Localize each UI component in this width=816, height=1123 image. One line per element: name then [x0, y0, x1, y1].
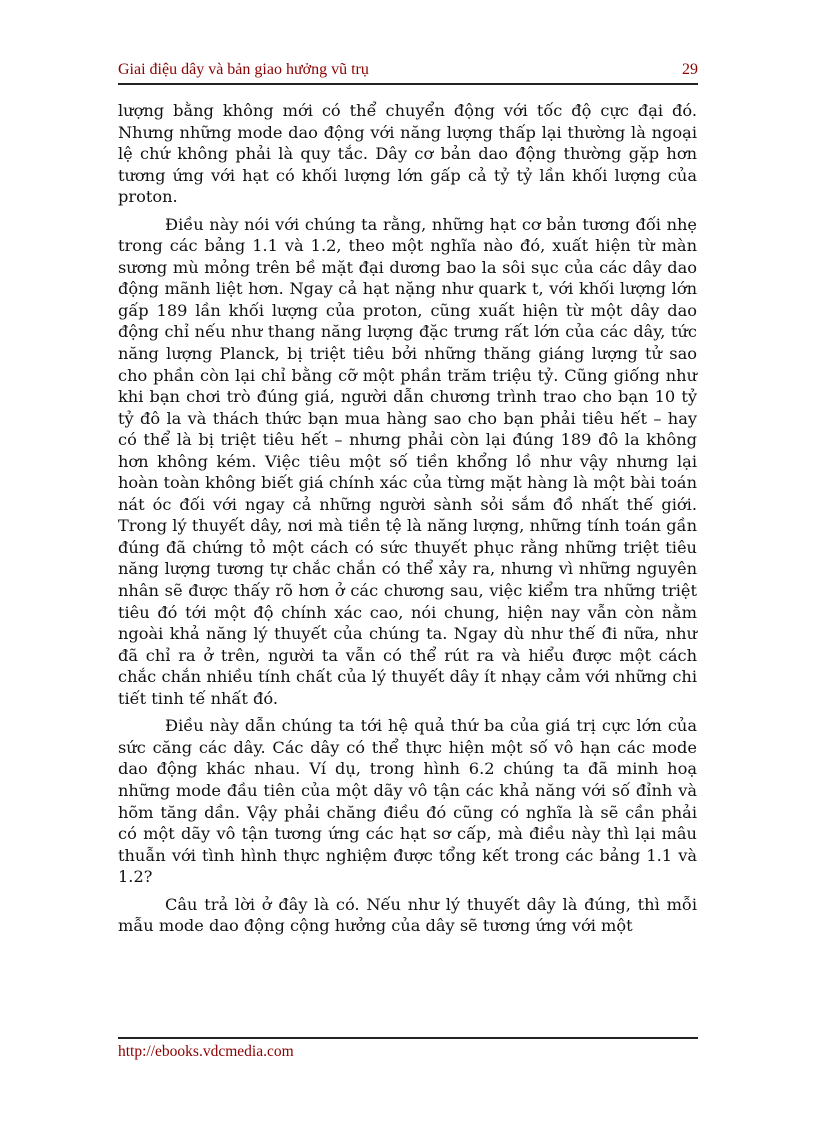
paragraph: Điều này nói với chúng ta rằng, những hạt cơ bản tương đối nhẹ trong các bảng 1.1 và 1.2, theo một nghĩa nào đó, xuất hiện từ màn sương mù mỏng trên bề mặt đại dương bao la sôi sục của các dây dao động mãnh liệt hơn. Ngay cả hạt nặng như quark t, với khối lượng lớn gấp 189 lần khối lượng của proton, cũng xuất hiện từ một dây dao động chỉ nếu như thang năng lượng đặc trưng rất lớn của các dây, tức năng lượng Planck, bị triệt tiêu bởi những thăng giáng lượng tử sao cho phần còn lại chỉ bằng cỡ một phần trăm triệu tỷ. Cũng giống như khi bạn chơi trò đúng giá, người dẫn chương trình trao cho bạn 10 tỷ tỷ đô la và thách thức bạn mua hàng sao cho bạn phải tiêu hết – hay có thể là bị triệt tiêu hết – nhưng phải còn lại đúng 189 đô la không hơn không kém. Việc tiêu một số tiền khổng lồ như vậy nhưng lại hoàn toàn không biết giá chính xác của từng mặt hàng là một bài toán nát óc đối với ngay cả những người sành sỏi sắm đồ nhất thế giới. Trong lý thuyết dây, nơi mà tiền tệ là năng lượng, những tính toán gần đúng đã chứng tỏ một cách có sức thuyết phục rằng những triệt tiêu năng lượng tương tự chắc chắn có thể xảy ra, nhưng vì những nguyên nhân sẽ được thấy rõ hơn ở các chương sau, việc kiểm tra những triệt tiêu đó tới một độ chính xác cao, nói chung, hiện nay vẫn còn nằm ngoài khả năng lý thuyết của chúng ta. Ngay dù như thế đi nữa, như đã chỉ ra ở trên, người ta vẫn có thể rút ra và hiểu được một cách chắc chắn nhiều tính chất của lý thuyết dây ít nhạy cảm với những chi tiết tinh tế nhất đó. [118, 214, 697, 708]
paragraph: Câu trả lời ở đây là có. Nếu như lý thuyết dây là đúng, thì mỗi mẫu mode dao động cộng hưởng của dây sẽ tương ứng với một [118, 894, 697, 936]
page-number: 29 [682, 61, 698, 78]
running-title: Giai điệu dây và bản giao hưởng vũ trụ [118, 61, 369, 78]
body-text [118, 100, 697, 943]
paragraph-continued: lượng bằng không mới có thể chuyển động với tốc độ cực đại đó. Nhưng những mode dao động với năng lượng thấp lại thường là ngoại lệ chứ không phải là quy tắc. Dây cơ bản dao động thường gặp hơn tương ứng với hạt có khối lượng lớn gấp cả tỷ tỷ lần khối lượng của proton. [118, 101, 697, 207]
footer-divider [118, 1037, 698, 1039]
header-divider [118, 83, 698, 85]
paragraph: Điều này dẫn chúng ta tới hệ quả thứ ba của giá trị cực lớn của sức căng các dây. Các dây có thể thực hiện một số vô hạn các mode dao động khác nhau. Ví dụ, trong hình 6.2 chúng ta đã minh hoạ những mode đầu tiên của một dãy vô tận các khả năng với số đỉnh và hõm tăng dần. Vậy phải chăng điều đó cũng có nghĩa là sẽ cần phải có một dãy vô tận tương ứng các hạt sơ cấp, mà điều này thì lại mâu thuẫn với tình hình thực nghiệm được tổng kết trong các bảng 1.1 và 1.2? [118, 716, 697, 887]
footer-link[interactable]: http://ebooks.vdcmedia.com [118, 1043, 294, 1060]
page-header [118, 58, 698, 82]
